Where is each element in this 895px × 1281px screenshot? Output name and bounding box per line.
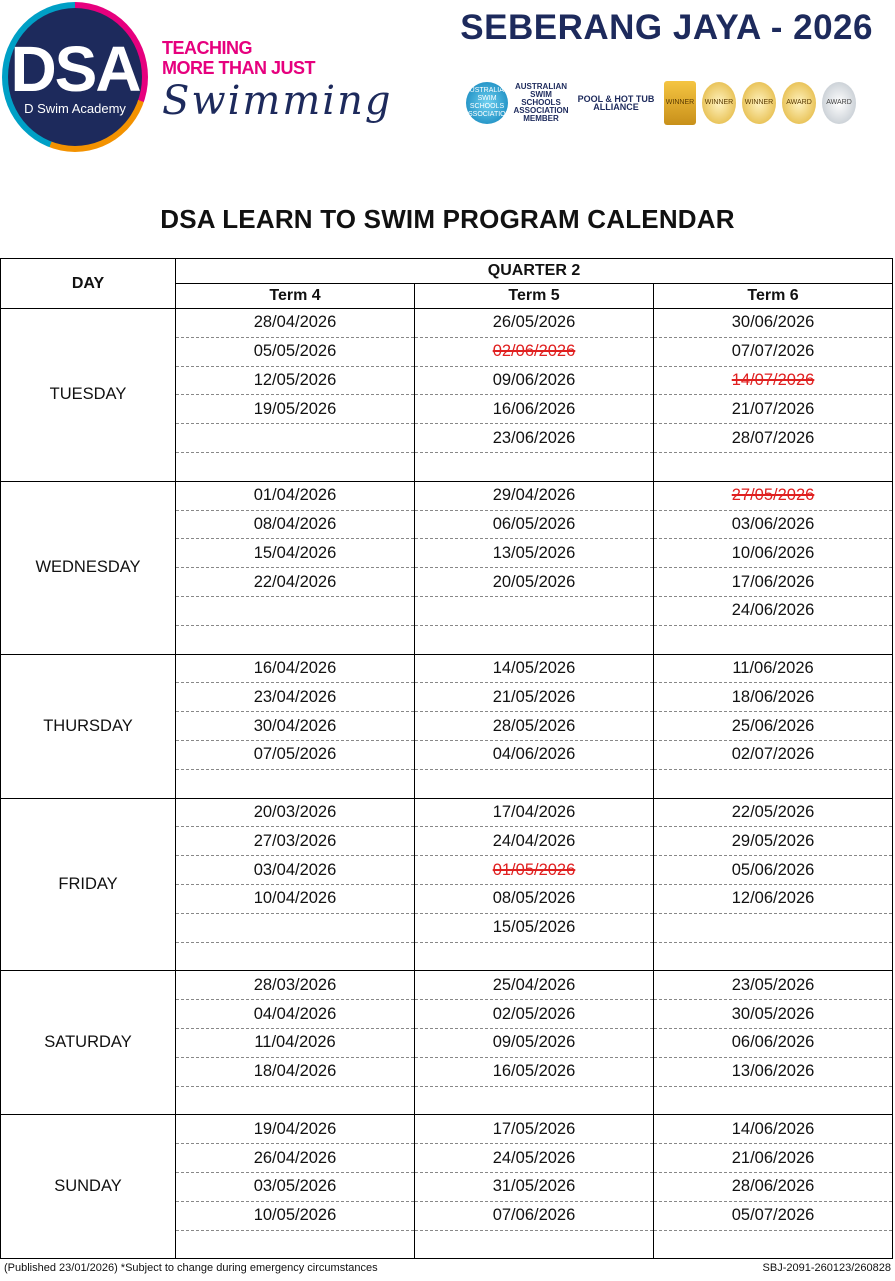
session-date: 03/06/2026 xyxy=(731,514,815,533)
calendar-body xyxy=(1,309,893,1259)
award-badges xyxy=(463,80,856,126)
date-cell xyxy=(415,712,654,741)
session-date: 23/06/2026 xyxy=(492,428,576,447)
session-date: 11/06/2026 xyxy=(732,658,814,677)
table-row xyxy=(1,971,893,1000)
session-date: 25/06/2026 xyxy=(731,716,815,735)
date-cell xyxy=(654,424,893,453)
session-date: 26/05/2026 xyxy=(492,313,576,332)
logo-text: DSA xyxy=(10,32,140,105)
date-cell xyxy=(176,1144,415,1173)
session-date: 05/07/2026 xyxy=(731,1206,815,1225)
session-date: 17/05/2026 xyxy=(492,1119,576,1138)
session-date: 07/07/2026 xyxy=(731,342,815,361)
table-row xyxy=(1,654,893,683)
date-cell xyxy=(654,568,893,597)
date-cell xyxy=(415,1057,654,1086)
date-cell xyxy=(654,942,893,971)
date-cell xyxy=(415,481,654,510)
date-cell xyxy=(654,1086,893,1115)
date-cell xyxy=(176,625,415,654)
date-cell xyxy=(176,309,415,338)
date-cell xyxy=(654,798,893,827)
date-cell xyxy=(415,884,654,913)
session-date: 27/03/2026 xyxy=(253,831,337,850)
table-row xyxy=(1,1115,893,1144)
date-cell xyxy=(415,366,654,395)
session-date: 21/07/2026 xyxy=(731,399,815,418)
session-date: 06/05/2026 xyxy=(492,514,576,533)
tagline-line2: MORE THAN JUST xyxy=(162,58,316,78)
date-cell xyxy=(176,1230,415,1259)
date-cell xyxy=(176,769,415,798)
session-date: 15/05/2026 xyxy=(492,918,576,937)
date-cell xyxy=(176,510,415,539)
day-label: WEDNESDAY xyxy=(1,481,176,654)
table-row xyxy=(1,309,893,338)
date-cell xyxy=(415,827,654,856)
cancelled-date: 27/05/2026 xyxy=(731,486,815,505)
session-date: 13/05/2026 xyxy=(492,543,576,562)
date-cell xyxy=(176,798,415,827)
date-cell xyxy=(415,1028,654,1057)
session-date: 30/05/2026 xyxy=(731,1004,815,1023)
day-label: SUNDAY xyxy=(1,1115,176,1259)
date-cell xyxy=(415,942,654,971)
page-title: DSA LEARN TO SWIM PROGRAM CALENDAR xyxy=(160,204,735,234)
session-date: 09/05/2026 xyxy=(492,1033,576,1052)
date-cell xyxy=(654,1000,893,1029)
session-date: 08/05/2026 xyxy=(492,889,576,908)
date-cell xyxy=(176,1028,415,1057)
session-date: 24/05/2026 xyxy=(492,1148,576,1167)
session-date: 23/05/2026 xyxy=(731,975,815,994)
date-cell xyxy=(176,1115,415,1144)
session-date: 07/05/2026 xyxy=(253,745,337,764)
date-cell xyxy=(415,1172,654,1201)
tagline-script: Swimming xyxy=(162,78,393,124)
date-cell xyxy=(654,740,893,769)
session-date: 31/05/2026 xyxy=(492,1177,576,1196)
date-cell xyxy=(654,1144,893,1173)
table-row xyxy=(1,798,893,827)
date-cell xyxy=(654,539,893,568)
date-cell xyxy=(415,769,654,798)
session-date: 28/04/2026 xyxy=(253,313,337,332)
date-cell xyxy=(654,913,893,942)
date-cell xyxy=(176,913,415,942)
date-cell xyxy=(654,337,893,366)
date-cell xyxy=(176,481,415,510)
date-cell xyxy=(176,1086,415,1115)
date-cell xyxy=(176,596,415,625)
date-cell xyxy=(176,1201,415,1230)
session-date: 16/05/2026 xyxy=(492,1062,576,1081)
dsa-logo xyxy=(2,2,148,152)
session-date: 22/04/2026 xyxy=(253,572,337,591)
session-date: 19/04/2026 xyxy=(253,1119,337,1138)
session-date: 18/06/2026 xyxy=(731,687,815,706)
date-cell xyxy=(176,683,415,712)
session-date: 29/05/2026 xyxy=(731,831,815,850)
date-cell xyxy=(415,1230,654,1259)
term-header: Term 6 xyxy=(654,284,893,309)
date-cell xyxy=(654,395,893,424)
date-cell xyxy=(176,452,415,481)
session-date: 17/04/2026 xyxy=(492,802,576,821)
date-cell xyxy=(654,481,893,510)
session-date: 21/06/2026 xyxy=(731,1148,815,1167)
session-date: 30/06/2026 xyxy=(731,313,815,332)
session-date: 01/04/2026 xyxy=(253,486,337,505)
date-cell xyxy=(176,366,415,395)
session-date: 06/06/2026 xyxy=(731,1033,815,1052)
date-cell xyxy=(176,971,415,1000)
cancelled-date: 01/05/2026 xyxy=(492,860,576,879)
footer-note: (Published 23/01/2026) *Subject to change during emergency circumstances xyxy=(4,1262,378,1274)
date-cell xyxy=(415,596,654,625)
date-cell xyxy=(654,769,893,798)
session-date: 02/05/2026 xyxy=(492,1004,576,1023)
award-badge-icon: AWARD xyxy=(822,82,856,124)
date-cell xyxy=(654,1115,893,1144)
session-date: 11/04/2026 xyxy=(254,1033,336,1052)
session-date: 03/04/2026 xyxy=(253,860,337,879)
date-cell xyxy=(654,309,893,338)
session-date: 24/04/2026 xyxy=(492,831,576,850)
date-cell xyxy=(415,683,654,712)
location-title: SEBERANG JAYA - 2026 xyxy=(460,8,873,47)
date-cell xyxy=(654,452,893,481)
date-cell xyxy=(654,625,893,654)
date-cell xyxy=(654,510,893,539)
quarter-header: QUARTER 2 xyxy=(176,259,893,284)
date-cell xyxy=(415,1201,654,1230)
date-cell xyxy=(415,1086,654,1115)
date-cell xyxy=(176,740,415,769)
session-date: 21/05/2026 xyxy=(492,687,576,706)
date-cell xyxy=(176,942,415,971)
cancelled-date: 02/06/2026 xyxy=(492,342,576,361)
date-cell xyxy=(415,337,654,366)
session-date: 14/05/2026 xyxy=(492,658,576,677)
date-cell xyxy=(176,395,415,424)
session-date: 29/04/2026 xyxy=(492,486,576,505)
date-cell xyxy=(176,1172,415,1201)
date-cell xyxy=(415,452,654,481)
session-date: 12/06/2026 xyxy=(731,889,815,908)
session-date: 07/06/2026 xyxy=(492,1206,576,1225)
session-date: 30/04/2026 xyxy=(253,716,337,735)
date-cell xyxy=(415,856,654,885)
date-cell xyxy=(176,539,415,568)
date-cell xyxy=(654,1172,893,1201)
session-date: 26/04/2026 xyxy=(253,1148,337,1167)
date-cell xyxy=(176,827,415,856)
day-column-header: DAY xyxy=(1,259,176,309)
session-date: 24/06/2026 xyxy=(731,601,815,620)
session-date: 20/03/2026 xyxy=(253,802,337,821)
term-header: Term 5 xyxy=(415,284,654,309)
date-cell xyxy=(415,510,654,539)
date-cell xyxy=(415,971,654,1000)
award-badge-icon: POOL & HOT TUB ALLIANCE xyxy=(577,94,655,112)
date-cell xyxy=(654,366,893,395)
session-date: 18/04/2026 xyxy=(253,1062,337,1081)
date-cell xyxy=(654,712,893,741)
day-label: FRIDAY xyxy=(1,798,176,971)
date-cell xyxy=(176,884,415,913)
date-cell xyxy=(415,913,654,942)
date-cell xyxy=(415,740,654,769)
session-date: 05/06/2026 xyxy=(731,860,815,879)
session-date: 04/04/2026 xyxy=(253,1004,337,1023)
session-date: 28/07/2026 xyxy=(731,428,815,447)
session-date: 12/05/2026 xyxy=(253,370,337,389)
date-cell xyxy=(654,856,893,885)
session-date: 20/05/2026 xyxy=(492,572,576,591)
session-date: 28/05/2026 xyxy=(492,716,576,735)
session-date: 19/05/2026 xyxy=(253,399,337,418)
date-cell xyxy=(415,568,654,597)
session-date: 17/06/2026 xyxy=(731,572,815,591)
session-date: 28/03/2026 xyxy=(253,975,337,994)
term-header: Term 4 xyxy=(176,284,415,309)
award-badge-icon: WINNER xyxy=(664,81,696,125)
table-row xyxy=(1,481,893,510)
date-cell xyxy=(176,568,415,597)
date-cell xyxy=(415,625,654,654)
session-date: 10/06/2026 xyxy=(731,543,815,562)
session-date: 08/04/2026 xyxy=(253,514,337,533)
date-cell xyxy=(176,856,415,885)
award-badge-icon: WINNER xyxy=(702,82,736,124)
session-date: 13/06/2026 xyxy=(731,1062,815,1081)
date-cell xyxy=(654,1028,893,1057)
session-date: 04/06/2026 xyxy=(492,745,576,764)
session-date: 22/05/2026 xyxy=(731,802,815,821)
date-cell xyxy=(176,424,415,453)
session-date: 10/04/2026 xyxy=(253,889,337,908)
date-cell xyxy=(654,884,893,913)
tagline-line1: TEACHING xyxy=(162,38,252,58)
date-cell xyxy=(415,424,654,453)
date-cell xyxy=(176,1057,415,1086)
date-cell xyxy=(654,683,893,712)
session-date: 05/05/2026 xyxy=(253,342,337,361)
session-date: 10/05/2026 xyxy=(253,1206,337,1225)
day-label: THURSDAY xyxy=(1,654,176,798)
date-cell xyxy=(176,712,415,741)
day-label: TUESDAY xyxy=(1,309,176,482)
session-date: 28/06/2026 xyxy=(731,1177,815,1196)
date-cell xyxy=(654,1230,893,1259)
award-badge-icon: AWARD xyxy=(782,82,816,124)
date-cell xyxy=(654,1057,893,1086)
date-cell xyxy=(654,971,893,1000)
date-cell xyxy=(415,395,654,424)
date-cell xyxy=(415,798,654,827)
calendar-table xyxy=(0,258,893,1259)
date-cell xyxy=(654,596,893,625)
cancelled-date: 14/07/2026 xyxy=(731,370,815,389)
date-cell xyxy=(415,309,654,338)
award-badge-icon: AUSTRALIAN SWIM SCHOOLS ASSOCIATION xyxy=(466,82,508,124)
session-date: 16/04/2026 xyxy=(253,658,337,677)
award-badge-icon: WINNER xyxy=(742,82,776,124)
date-cell xyxy=(176,337,415,366)
session-date: 03/05/2026 xyxy=(253,1177,337,1196)
date-cell xyxy=(654,1201,893,1230)
date-cell xyxy=(415,654,654,683)
date-cell xyxy=(415,1144,654,1173)
session-date: 23/04/2026 xyxy=(253,687,337,706)
page-header xyxy=(0,0,895,190)
award-badge-icon: AUSTRALIAN SWIM SCHOOLS ASSOCIATION MEMBER xyxy=(513,82,569,123)
session-date: 16/06/2026 xyxy=(492,399,576,418)
day-label: SATURDAY xyxy=(1,971,176,1115)
date-cell xyxy=(415,539,654,568)
date-cell xyxy=(415,1000,654,1029)
session-date: 02/07/2026 xyxy=(731,745,815,764)
session-date: 25/04/2026 xyxy=(492,975,576,994)
date-cell xyxy=(415,1115,654,1144)
date-cell xyxy=(654,827,893,856)
date-cell xyxy=(176,1000,415,1029)
session-date: 14/06/2026 xyxy=(731,1119,815,1138)
document-code: SBJ-2091-260123/260828 xyxy=(762,1262,891,1274)
session-date: 15/04/2026 xyxy=(253,543,337,562)
session-date: 09/06/2026 xyxy=(492,370,576,389)
date-cell xyxy=(176,654,415,683)
logo-subtext: D Swim Academy xyxy=(24,100,126,116)
date-cell xyxy=(654,654,893,683)
